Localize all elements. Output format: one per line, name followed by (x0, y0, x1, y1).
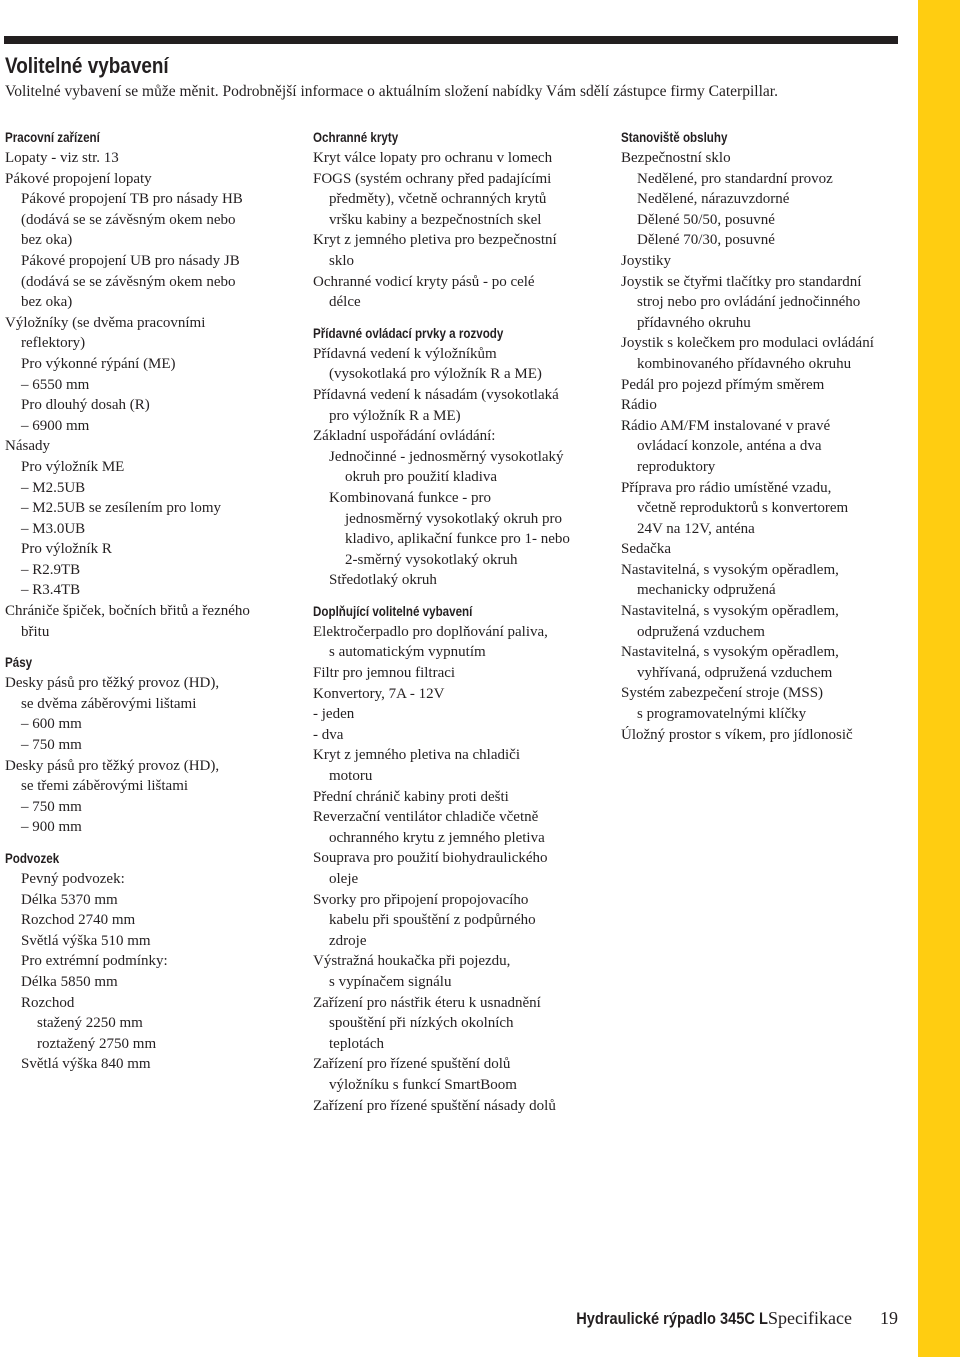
list-item: okruh pro použití kladiva (345, 469, 498, 486)
list-item: Pro výložník R (21, 541, 112, 558)
list-item: Joystiky (621, 252, 672, 269)
list-item: stroj nebo pro ovládání jednočinného (637, 294, 861, 311)
list-item: (dodává se se závěsným okem nebo (21, 211, 236, 228)
list-item: Joystik se čtyřmi tlačítky pro standardní (621, 273, 862, 290)
header-rule (4, 36, 898, 44)
list-item: včetně reproduktorů s konvertorem (637, 500, 849, 517)
list-item: Rozchod 2740 mm (21, 912, 136, 929)
list-item: – M2.5UB se zesílením pro lomy (21, 500, 221, 517)
list-item: Kryt válce lopaty pro ochranu v lomech (313, 150, 553, 166)
list-item: Jednočinné - jednosměrný vysokotlaký (329, 448, 564, 465)
list-item: – M3.0UB (21, 520, 86, 537)
list-item: teplotách (329, 1035, 384, 1052)
list-item: Pro dlouhý dosah (R) (21, 397, 150, 414)
footer-product-name: Hydraulické rýpadlo 345C L (576, 1309, 769, 1328)
list-item: zdroje (329, 932, 367, 949)
list-item: Dělené 50/50, posuvné (637, 211, 775, 228)
page-subtitle: Volitelné vybavení se může měnit. Podrobnější informace o aktuálním složení nabídky Vám sdělí zástupce firmy Caterpillar. (5, 83, 778, 100)
list-item: Pevný podvozek: (21, 871, 125, 887)
list-item: – 900 mm (21, 819, 82, 836)
list-item: Sedačka (621, 541, 671, 558)
list-item: – 750 mm (21, 737, 82, 754)
list-item: Rádio AM/FM instalované v pravé (621, 417, 831, 434)
list-item: sklo (329, 252, 355, 269)
list-item: Desky pásů pro těžký provoz (HD), (5, 757, 220, 774)
list-item: – 6550 mm (21, 376, 90, 393)
list-item: Nastavitelná, s vysokým opěradlem, (621, 561, 839, 578)
list-item: výložníku s funkcí SmartBoom (329, 1076, 517, 1093)
section-title: Pásy (5, 655, 33, 671)
list-item: Pákové propojení UB pro násady JB (21, 252, 240, 269)
list-item: Středotlaký okruh (329, 572, 437, 589)
yellow-side-strip (918, 0, 960, 1357)
list-item: Základní uspořádání ovládání: (313, 428, 496, 445)
list-item: přídavného okruhu (637, 314, 751, 331)
list-item: - dva (313, 726, 344, 743)
list-item: 24V na 12V, anténa (637, 520, 755, 537)
section-title: Stanoviště obsluhy (621, 130, 728, 145)
section-title: Podvozek (5, 851, 60, 866)
list-item: Násady (5, 438, 50, 455)
list-item: reproduktory (637, 458, 716, 475)
list-item: jednosměrný vysokotlaký okruh pro (345, 510, 563, 527)
list-item: předměty), včetně ochranných krytů (329, 191, 547, 208)
page-title: Volitelné vybavení (5, 53, 169, 78)
list-item: Výložníky (se dvěma pracovními (5, 314, 206, 331)
list-item: Pedál pro pojezd přímým směrem (621, 376, 825, 393)
section-title: Doplňující volitelné vybavení (313, 603, 473, 619)
list-item: Pákové propojení TB pro násady HB (21, 191, 243, 208)
list-item: Svorky pro připojení propojovacího (313, 891, 529, 908)
page-footer (545, 1308, 898, 1329)
list-item: Chrániče špiček, bočních břitů a řezného (5, 603, 250, 620)
list-item: – R2.9TB (21, 561, 81, 578)
list-item: Zařízení pro řízené spuštění dolů (313, 1056, 511, 1073)
list-item: břitu (21, 623, 50, 640)
list-item: Joystik s kolečkem pro modulaci ovládání (621, 335, 874, 352)
column-left (5, 128, 300, 1075)
list-item: Kryt z jemného pletiva pro bezpečnostní (313, 232, 557, 249)
list-item: Filtr pro jemnou filtraci (313, 665, 456, 682)
list-item: délce (329, 294, 361, 311)
list-item: Zařízení pro nástřik éteru k usnadnění (313, 994, 541, 1011)
list-item: - jeden (313, 706, 355, 723)
list-item: bez oka) (21, 232, 73, 249)
list-item: Kryt z jemného pletiva na chladiči (313, 747, 521, 764)
list-item: Bezpečnostní sklo (621, 150, 731, 166)
list-item: Reverzační ventilátor chladiče včetně (313, 809, 539, 826)
list-item: Přídavná vedení k násadám (vysokotlaká (313, 386, 559, 403)
list-item: Délka 5850 mm (21, 973, 118, 990)
list-item: (dodává se se závěsným okem nebo (21, 273, 236, 290)
list-item: Výstražná houkačka při pojezdu, (313, 953, 511, 970)
list-item: Ochranné vodicí kryty pásů - po celé (313, 273, 535, 290)
list-item: roztažený 2750 mm (37, 1035, 157, 1052)
section-title: Přídavné ovládací prvky a rozvody (313, 325, 504, 341)
list-item: Světlá výška 840 mm (21, 1056, 151, 1073)
section-gap (313, 591, 608, 602)
list-item: Pro výložník ME (21, 458, 125, 475)
list-item: Přední chránič kabiny proti dešti (313, 788, 509, 805)
list-item: Pro extrémní podmínky: (21, 953, 168, 970)
column-middle (313, 128, 608, 1116)
section-gap (5, 642, 300, 653)
list-item: s automatickým vypnutím (329, 644, 486, 661)
list-item: mechanicky odpružená (637, 582, 776, 599)
list-item: kombinovaného přídavného okruhu (637, 355, 852, 372)
list-item: motoru (329, 768, 373, 785)
list-item: Dělené 70/30, posuvné (637, 232, 775, 249)
list-item: Elektročerpadlo pro doplňování paliva, (313, 623, 548, 640)
list-item: stažený 2250 mm (37, 1015, 143, 1032)
column-right (621, 128, 913, 745)
list-item: reflektory) (21, 335, 86, 352)
list-item: se dvěma záběrovými lištami (21, 695, 197, 712)
section-title: Ochranné kryty (313, 130, 399, 145)
list-item: Pákové propojení lopaty (5, 170, 152, 187)
list-item: Přídavná vedení k výložníkům (313, 345, 497, 362)
list-item: – 6900 mm (21, 417, 90, 434)
list-item: Nedělené, nárazuvzdorné (637, 191, 790, 208)
list-item: s programovatelnými klíčky (637, 706, 807, 723)
list-item: Nastavitelná, s vysokým opěradlem, (621, 603, 839, 620)
list-item: spouštění při nízkých okolních (329, 1015, 514, 1032)
list-item: Nedělené, pro standardní provoz (637, 170, 833, 187)
list-item: (vysokotlaká pro výložník R a ME) (329, 366, 542, 383)
list-item: ovládací konzole, anténa a dva (637, 438, 822, 455)
list-item: Světlá výška 510 mm (21, 932, 151, 949)
section-title: Pracovní zařízení (5, 130, 100, 145)
list-item: bez oka) (21, 294, 73, 311)
list-item: Pro výkonné rýpání (ME) (21, 355, 176, 372)
list-item: s vypínačem signálu (329, 973, 452, 990)
list-item: Lopaty - viz str. 13 (5, 150, 119, 166)
list-item: odpružená vzduchem (637, 623, 765, 640)
list-item: kladivo, aplikační funkce pro 1- nebo (345, 531, 570, 548)
list-item: Konvertory, 7A - 12V (313, 685, 445, 702)
list-item: Nastavitelná, s vysokým opěradlem, (621, 644, 839, 661)
list-item: Zařízení pro řízené spuštění násady dolů (313, 1097, 556, 1114)
list-item: oleje (329, 871, 359, 887)
list-item: pro výložník R a ME) (329, 407, 461, 424)
list-item: Příprava pro rádio umístěné vzadu, (621, 479, 832, 496)
section-gap (313, 313, 608, 324)
list-item: Desky pásů pro těžký provoz (HD), (5, 675, 220, 692)
section-gap (5, 838, 300, 849)
list-item: vyhřívaná, odpružená vzduchem (637, 664, 833, 681)
list-item: Souprava pro použití biohydraulického (313, 850, 548, 867)
page-number: 19 (880, 1308, 898, 1328)
list-item: kabelu při spouštění z podpůrného (329, 912, 536, 929)
list-item: FOGS (systém ochrany před padajícími (313, 170, 552, 187)
list-item: Úložný prostor s víkem, pro jídlonosič (621, 726, 853, 743)
list-item: – R3.4TB (21, 582, 81, 599)
list-item: – M2.5UB (21, 479, 86, 496)
list-item: ochranného krytu z jemného pletiva (329, 829, 545, 846)
list-item: Rozchod (21, 994, 75, 1011)
list-item: Délka 5370 mm (21, 891, 118, 908)
list-item: Kombinovaná funkce - pro (329, 489, 492, 506)
list-item: – 750 mm (21, 798, 82, 815)
list-item: – 600 mm (21, 716, 82, 733)
list-item: vršku kabiny a bezpečnostních skel (329, 211, 542, 228)
list-item: Rádio (621, 397, 657, 414)
footer-doc-type: Specifikace (768, 1308, 852, 1328)
list-item: se třemi záběrovými lištami (21, 778, 189, 795)
list-item: 2-směrný vysokotlaký okruh (345, 551, 518, 568)
list-item: Systém zabezpečení stroje (MSS) (621, 685, 824, 702)
